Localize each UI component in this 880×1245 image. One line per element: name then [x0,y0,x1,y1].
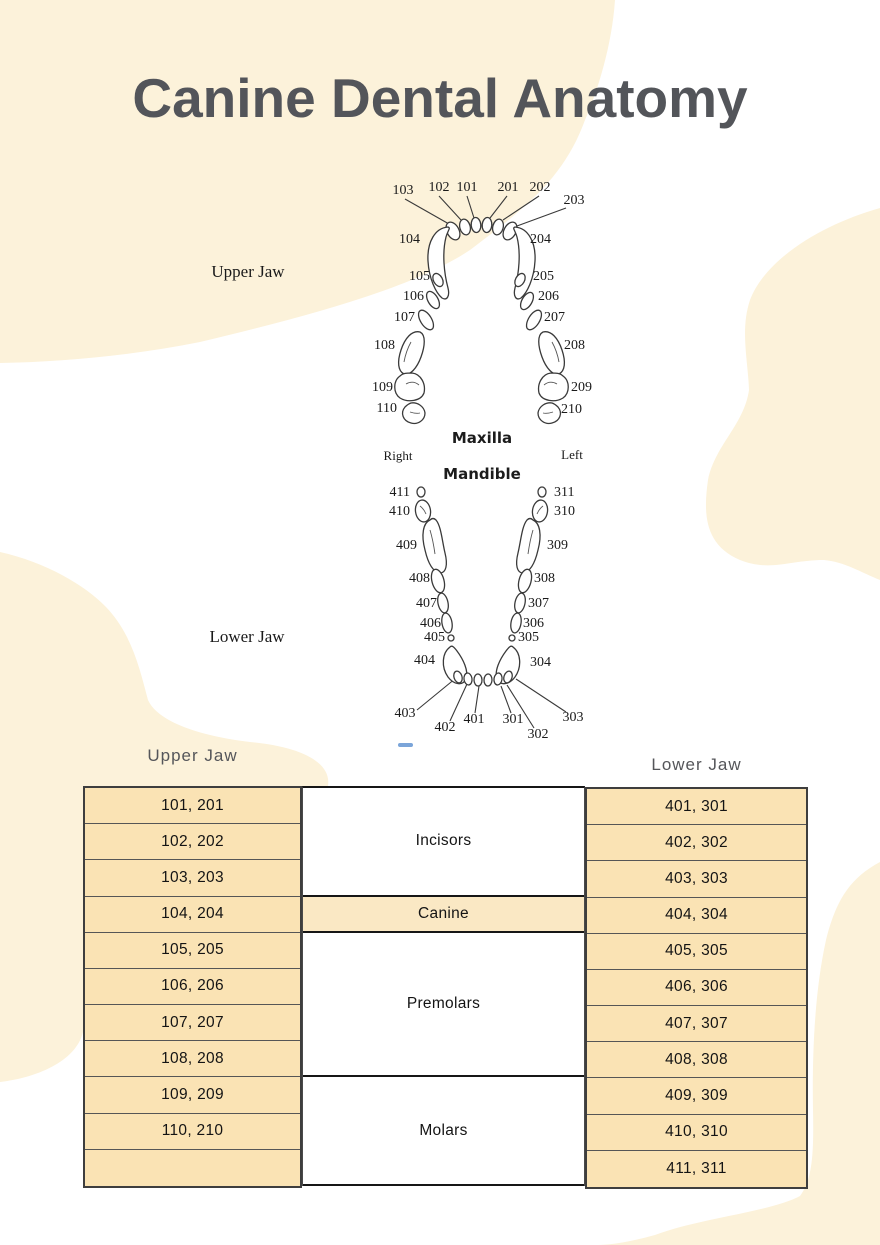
tooth-410 [414,499,432,523]
left-side-label: Left [561,447,583,462]
decorative-blob-right-middle [706,208,880,580]
blue-dash-mark [398,743,413,747]
lower-jaw-table-cell: 406, 306 [587,970,806,1006]
lower-jaw-number-column [585,787,808,1189]
tooth-number-label-101: 101 [456,180,478,195]
tooth-number-label-104: 104 [399,232,420,247]
tooth-number-label-307: 307 [528,596,549,611]
upper-jaw-table-cell: 103, 203 [85,860,300,896]
lower-jaw-table-cell: 407, 307 [587,1006,806,1042]
lower-jaw-table-cell: 403, 303 [587,861,806,897]
tooth-number-label-405: 405 [424,630,445,645]
tooth-number-label-108: 108 [374,338,395,353]
tooth-number-label-102: 102 [428,180,450,195]
canine-dental-diagram [170,170,730,770]
tooth-number-label-410: 410 [389,504,410,519]
tooth-number-label-206: 206 [538,289,559,304]
tooth-207 [524,308,545,332]
tooth-101 [471,217,482,233]
tooth-group-cell-canine: Canine [303,897,584,933]
page-title: Canine Dental Anatomy [132,67,748,129]
tooth-number-label-203: 203 [563,193,585,208]
tooth-group-cell-molars: Molars [303,1077,584,1186]
tooth-number-label-305: 305 [518,630,539,645]
tooth-number-label-303: 303 [562,710,584,725]
upper-jaw-number-column [83,786,302,1188]
tooth-307 [513,592,527,614]
tooth-number-label-201: 201 [497,180,519,195]
upper-jaw-table-cell: 101, 201 [85,788,300,824]
right-side-label: Right [383,448,413,463]
upper-jaw-table-header: Upper Jaw [147,746,238,765]
tooth-201 [482,217,493,233]
tooth-number-label-409: 409 [396,538,417,553]
tooth-305 [509,635,515,641]
upper-jaw-table-cell: 109, 209 [85,1077,300,1113]
tooth-number-label-401: 401 [463,712,485,727]
tooth-number-label-310: 310 [554,504,575,519]
diagram-upper-jaw-label: Upper Jaw [211,262,285,281]
tooth-209 [539,373,569,401]
tooth-number-label-109: 109 [372,380,393,395]
lower-jaw-table-cell: 404, 304 [587,898,806,934]
tooth-number-label-411: 411 [389,485,410,500]
tooth-109 [395,373,425,401]
tooth-type-column [302,786,585,1186]
tooth-number-label-308: 308 [534,571,555,586]
tooth-311 [538,487,546,497]
tooth-number-label-208: 208 [564,338,585,353]
lower-jaw-table-cell: 411, 311 [666,1159,727,1177]
tooth-number-label-105: 105 [409,269,430,284]
tooth-number-label-301: 301 [502,712,524,727]
upper-teeth-group [395,217,569,423]
tooth-411 [417,487,425,497]
tooth-number-label-110: 110 [376,401,397,416]
tooth-108 [399,332,425,375]
tooth-310 [531,499,549,523]
tooth-number-label-306: 306 [523,616,544,631]
upper-jaw-table-cell: 102, 202 [85,824,300,860]
tooth-301 [484,674,492,686]
lower-jaw-table-cell: 402, 302 [587,825,806,861]
tooth-number-label-106: 106 [403,289,424,304]
lower-jaw-table-header: Lower Jaw [651,755,742,774]
tooth-309 [517,519,540,574]
upper-jaw-table-cell: 110, 210 [85,1114,300,1150]
lower-jaw-table-cell: 401, 301 [587,789,806,825]
tooth-number-label-205: 205 [533,269,554,284]
lower-jaw-table-cell: 409, 309 [587,1078,806,1114]
maxilla-label: Maxilla [451,429,513,447]
upper-jaw-table-cell: 108, 208 [85,1041,300,1077]
tooth-401 [474,674,482,686]
tooth-208 [539,332,565,375]
tooth-405 [448,635,454,641]
tooth-group-cell-incisors: Incisors [303,788,584,897]
lower-jaw-table-cell: 405, 305 [587,934,806,970]
tooth-107 [416,308,437,332]
upper-jaw-table-cell: 107, 207 [85,1005,300,1041]
tooth-group-cell-premolars: Premolars [303,933,584,1078]
tooth-number-label-311: 311 [554,485,575,500]
tooth-number-label-204: 204 [530,232,551,247]
upper-jaw-table-cell: 106, 206 [85,969,300,1005]
tooth-number-label-309: 309 [547,538,568,553]
tooth-number-label-210: 210 [561,402,582,417]
tooth-number-label-406: 406 [420,616,441,631]
lower-jaw-table-cell: 408, 308 [587,1042,806,1078]
tooth-number-label-207: 207 [544,310,565,325]
tooth-407 [436,592,450,614]
upper-jaw-table-cell: 104, 204 [85,897,300,933]
tooth-number-label-403: 403 [394,706,416,721]
tooth-number-label-209: 209 [571,380,592,395]
lower-jaw-table-cell: 410, 310 [587,1115,806,1151]
tooth-number-label-304: 304 [530,655,551,670]
tooth-402 [463,673,473,686]
upper-jaw-table-cell: 105, 205 [85,933,300,969]
tooth-number-label-404: 404 [414,653,435,668]
upper-jaw-table-cell [85,1150,300,1186]
tooth-number-label-103: 103 [392,183,414,198]
tooth-104 [428,227,449,299]
tooth-number-label-202: 202 [529,180,551,195]
tooth-number-label-107: 107 [394,310,415,325]
mandible-label: Mandible [443,465,521,483]
tooth-number-label-302: 302 [527,727,549,742]
tooth-number-label-402: 402 [434,720,456,735]
tooth-number-label-407: 407 [416,596,437,611]
diagram-lower-jaw-label: Lower Jaw [209,627,285,646]
tooth-409 [423,519,446,574]
tooth-number-label-408: 408 [409,571,430,586]
